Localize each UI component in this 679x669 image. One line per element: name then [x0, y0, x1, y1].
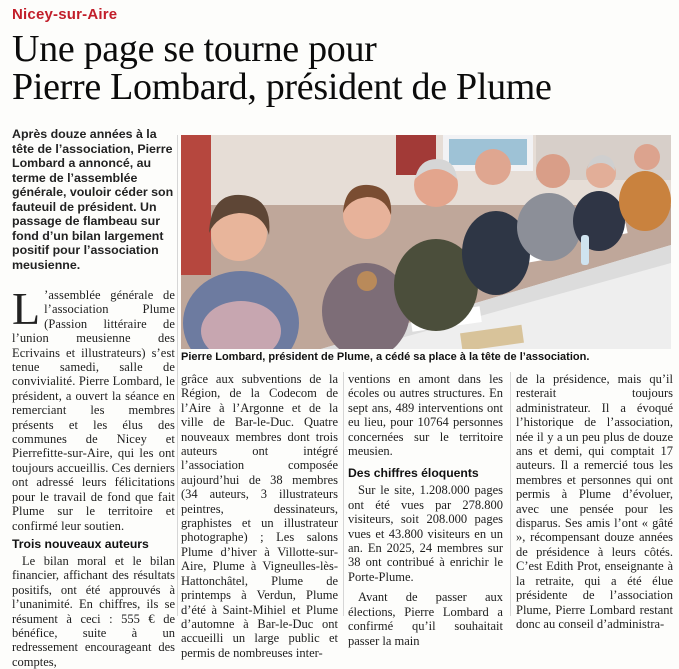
body-column-4 — [516, 372, 673, 631]
headline — [12, 30, 672, 106]
body-column-1 — [12, 283, 175, 669]
photo-caption: Pierre Lombard, président de Plume, a cédé sa place à la tête de l’association. — [181, 351, 590, 363]
section-rubric: Nicey-sur-Aire — [12, 6, 118, 23]
column-divider — [510, 372, 511, 616]
body-column-2 — [181, 372, 338, 660]
article-photo — [181, 135, 671, 349]
subheading-figures: Des chiffres éloquents — [348, 466, 479, 481]
column-divider — [343, 372, 344, 616]
body-text: ’assemblée générale de l’association Plume (Passion littéraire de l’union meusienne des Ecrivains et illustrateurs) s’est tenue samedi, salle de convivialité. Pierre Lombard, le président, a ouvert la séance en remerciant les membres présents et les élus des communes de Nicey et Pierrefitte-sur-Aire, qui les ont toujours accueillis. Ces derniers ont adressé leurs félicitations pour le travail de fond que fait Plume sur le territoire et confirmé leur soutien. — [12, 288, 175, 533]
drop-cap: L — [12, 283, 41, 334]
lead-paragraph: Après douze années à la tête de l’association, Pierre Lombard a annoncé, au terme de l’assemblée générale, vouloir céder son fauteuil de président. Un passage de flambeau sur fond d’un bilan largement positif pour l’association meusienne. — [12, 127, 174, 272]
body-column-3 — [348, 372, 503, 648]
headline-line-2: Pierre Lombard, président de Plume — [12, 66, 552, 108]
headline-line-1: Une page se tourne pour — [12, 28, 377, 70]
body-paragraph — [12, 283, 175, 533]
body-paragraph: Avant de passer aux élections, Pierre Lombard a confirmé qu’il souhaitait passer la main — [348, 590, 503, 648]
subheading-new-authors: Trois nouveaux auteurs — [12, 536, 149, 551]
body-paragraph: Sur le site, 1.208.000 pages ont été vues par 278.800 visiteurs, soit 208.000 pages vues et 43.800 visiteurs en un an. En 2025, 24 membres sur 38 ont contribué à enrichir le Porte-Plume. — [348, 483, 503, 584]
body-paragraph: de la présidence, mais qu’il resterait toujours administrateur. Il a évoqué l’historique de l’association, née il y a un peu plus de douze ans et demi, qui comptait 17 auteurs. Il a remercié tous les membres et personnes qui ont permis à Plume d’évoluer, avec une pensée pour les disparus. Ses amis l’ont « gâté », récompensant douze années de présidence à leurs côtés. C’est Edith Prot, enseignante à la retraite, qui a été élue présidente de l’association Plume, Pierre Lombard restant donc au conseil d’administra- — [516, 372, 673, 631]
body-paragraph: ventions en amont dans les écoles ou autres structures. En sept ans, 489 interventions ont eu lieu, pour 10764 personnes concernées sur le territoire meusien. — [348, 372, 503, 459]
body-paragraph: Le bilan moral et le bilan financier, affichant des résultats positifs, ont été approuvés à l’unanimité. En chiffres, ils se résument à ceci : 555 € de bénéfice, suite à un redressement encourageant des comptes, — [12, 553, 175, 669]
column-divider — [177, 135, 178, 616]
body-paragraph: grâce aux subventions de la Région, de la Codecom de l’Aire à l’Argonne et de la ville de Bar-le-Duc. Quatre nouveaux membres dont trois auteurs ont intégré l’association composée aujourd’hui de 38 membres (34 auteurs, 3 illustrateurs peintres, dessinateurs, graphistes et un illustrateur photographe) ; Les salons Plume d’hiver à Villotte-sur-Aire, Plume à Vigneulles-lès-Hattonchâtel, Plume de printemps à Verdun, Plume d’été à Saint-Mihiel et Plume d’automne à Bar-le-Duc ont accueilli un large public et permis de nombreuses inter- — [181, 372, 338, 660]
